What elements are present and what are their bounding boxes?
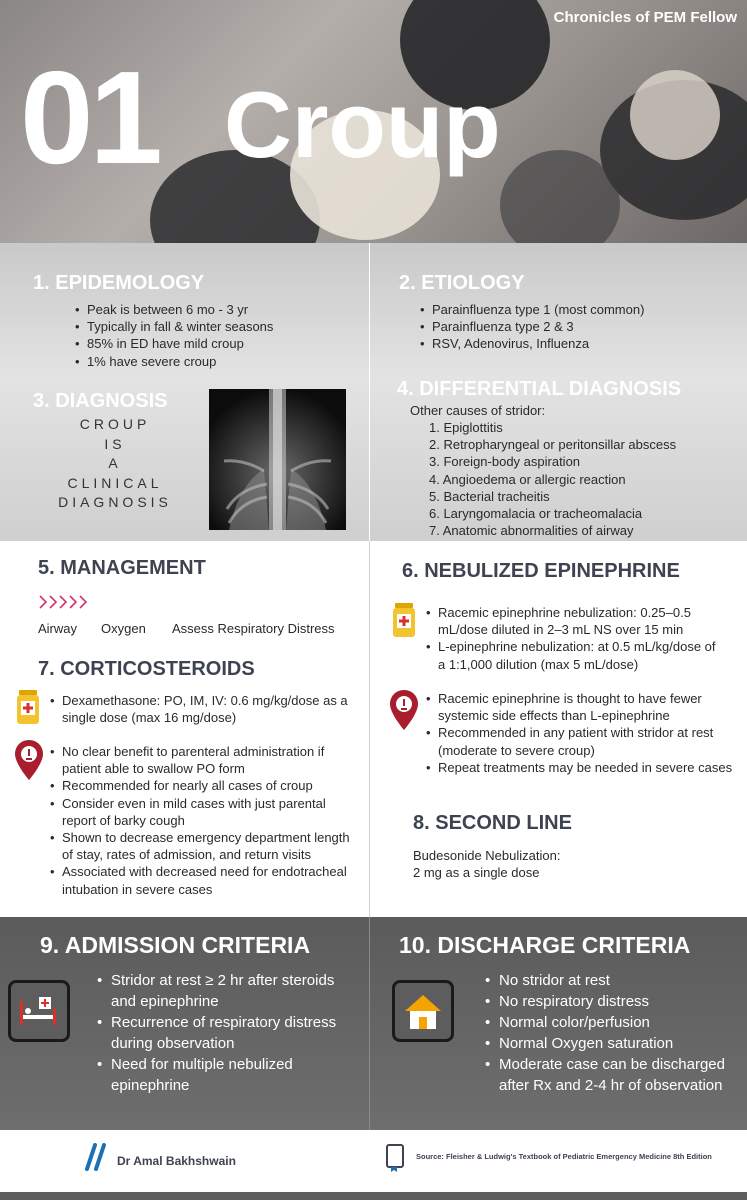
list-item: • No clear benefit to parenteral administration if patient able to swallow PO form: [50, 743, 358, 777]
home-icon: [392, 980, 454, 1042]
xray-image: [209, 389, 346, 530]
list-item: • Recommended in any patient with stridor at rest (moderate to severe croup): [426, 724, 744, 758]
management-heading: 5. MANAGEMENT: [38, 557, 206, 579]
hero-number: 01: [20, 44, 159, 191]
list-item: • 1% have severe croup: [75, 353, 365, 370]
divider: [369, 541, 370, 917]
hospital-bed-icon: [8, 980, 70, 1042]
list-item: 6. Laryngomalacia or tracheomalacia: [429, 506, 643, 522]
nebulized-heading: 6. NEBULIZED EPINEPHRINE: [402, 560, 680, 582]
pen-icon: [83, 1143, 109, 1171]
corticosteroids-dosing: [50, 692, 355, 726]
list-item: • Associated with decreased need for endotracheal intubation in severe cases: [50, 863, 358, 897]
list-item: • Parainfluenza type 2 & 3: [420, 318, 740, 335]
divider: [369, 917, 370, 1130]
hospital-bed-glyph: [11, 983, 67, 1039]
medication-icon: [16, 690, 40, 724]
list-item: • Parainfluenza type 1 (most common): [420, 301, 740, 318]
xray-illustration: [209, 389, 346, 530]
diagnosis-line: IS: [104, 435, 126, 452]
brand-label: Chronicles of PEM Fellow: [553, 9, 737, 26]
corticosteroids-notes: [50, 743, 358, 898]
list-item: • Racemic epinephrine is thought to have fewer systemic side effects than L-epinephrine: [426, 690, 744, 724]
diagnosis-line: DIAGNOSIS: [58, 494, 172, 510]
list-item: 4. Angioedema or allergic reaction: [429, 471, 626, 487]
second-line-heading: 8. SECOND LINE: [413, 812, 572, 834]
location-pin-icon: [390, 690, 418, 730]
book-icon: [385, 1143, 405, 1173]
list-item: • No respiratory distress: [485, 991, 725, 1012]
second-line-dose: 2 mg as a single dose: [413, 865, 540, 880]
differential-list: [429, 419, 744, 539]
diagnosis-line: CROUP: [79, 416, 151, 432]
epidemiology-list: [75, 301, 365, 370]
discharge-heading: 10. DISCHARGE CRITERIA: [399, 932, 691, 958]
management-step-airway: Airway: [38, 621, 78, 636]
chevrons-icon: [38, 594, 94, 610]
list-item: • Peak is between 6 mo - 3 yr: [75, 301, 365, 318]
list-item: • Racemic epinephrine nebulization: 0.25–0.5 mL/dose diluted in 2–3 mL NS over 15 min: [426, 604, 726, 638]
list-item: • No stridor at rest: [485, 970, 725, 991]
discharge-list: [485, 970, 725, 1096]
footer: [0, 1130, 747, 1192]
list-item: • Recommended for nearly all cases of croup: [50, 777, 358, 794]
list-item: • Typically in fall & winter seasons: [75, 318, 365, 335]
divider: [369, 243, 370, 541]
list-item: • Consider even in mild cases with just parental report of barky cough: [50, 795, 358, 829]
list-item: • L-epinephrine nebulization: at 0.5 mL/kg/dose of a 1:1,000 dilution (max 5 mL/dose): [426, 638, 726, 672]
corticosteroids-heading: 7. CORTICOSTEROIDS: [38, 658, 255, 680]
hero-title: Croup: [224, 72, 501, 177]
list-item: • Moderate case can be discharged after Rx and 2-4 hr of observation: [485, 1054, 725, 1096]
diagnosis-statement: [40, 415, 190, 513]
differential-heading: 4. DIFFERENTIAL DIAGNOSIS: [397, 378, 682, 400]
home-glyph: [395, 983, 451, 1039]
list-item: • 85% in ED have mild croup: [75, 335, 365, 352]
nebulized-notes: [426, 690, 744, 776]
diagnosis-line: CLINICAL: [67, 474, 163, 491]
epidemiology-heading: 1. EPIDEMOLOGY: [33, 272, 205, 294]
diagnosis-line: A: [108, 455, 122, 471]
list-item: 1. Epiglottitis: [429, 420, 503, 435]
management-step-oxygen: Oxygen: [101, 621, 146, 636]
list-item: 7. Anatomic abnormalities of airway: [429, 523, 634, 539]
list-item: • Need for multiple nebulized epinephrine: [97, 1054, 347, 1096]
footer-author: Dr Amal Bakhshwain: [117, 1154, 236, 1168]
footer-source: Source: Fleisher & Ludwig's Textbook of Pediatric Emergency Medicine 8th Edition: [416, 1152, 712, 1161]
list-item: • Normal Oxygen saturation: [485, 1033, 725, 1054]
differential-intro: Other causes of stridor:: [410, 403, 546, 418]
hero-photo-shape: [630, 70, 720, 160]
etiology-list: [420, 301, 740, 353]
footer-bar: [0, 1192, 747, 1200]
list-item: • Shown to decrease emergency department length of stay, rates of admission, and return visits: [50, 829, 358, 863]
admission-heading: 9. ADMISSION CRITERIA: [40, 932, 311, 958]
list-item: • Normal color/perfusion: [485, 1012, 725, 1033]
list-item: 2. Retropharyngeal or peritonsillar abscess: [429, 437, 677, 453]
list-item: 5. Bacterial tracheitis: [429, 488, 550, 504]
admission-list: [97, 970, 347, 1096]
management-step-assess: Assess Respiratory Distress: [172, 621, 335, 636]
list-item: • Repeat treatments may be needed in severe cases: [426, 759, 744, 776]
medication-icon: [392, 603, 416, 637]
list-item: • Stridor at rest ≥ 2 hr after steroids and epinephrine: [97, 970, 347, 1012]
list-item: 3. Foreign-body aspiration: [429, 454, 581, 470]
list-item: • Dexamethasone: PO, IM, IV: 0.6 mg/kg/dose as a single dose (max 16 mg/dose): [50, 692, 355, 726]
hero-banner: [0, 0, 747, 243]
location-pin-icon: [15, 740, 43, 780]
second-line-text: Budesonide Nebulization:: [413, 848, 561, 863]
list-item: • RSV, Adenovirus, Influenza: [420, 335, 740, 352]
etiology-heading: 2. ETIOLOGY: [399, 272, 525, 294]
diagnosis-heading: 3. DIAGNOSIS: [33, 390, 168, 412]
list-item: • Recurrence of respiratory distress during observation: [97, 1012, 347, 1054]
nebulized-dosing: [426, 604, 726, 673]
